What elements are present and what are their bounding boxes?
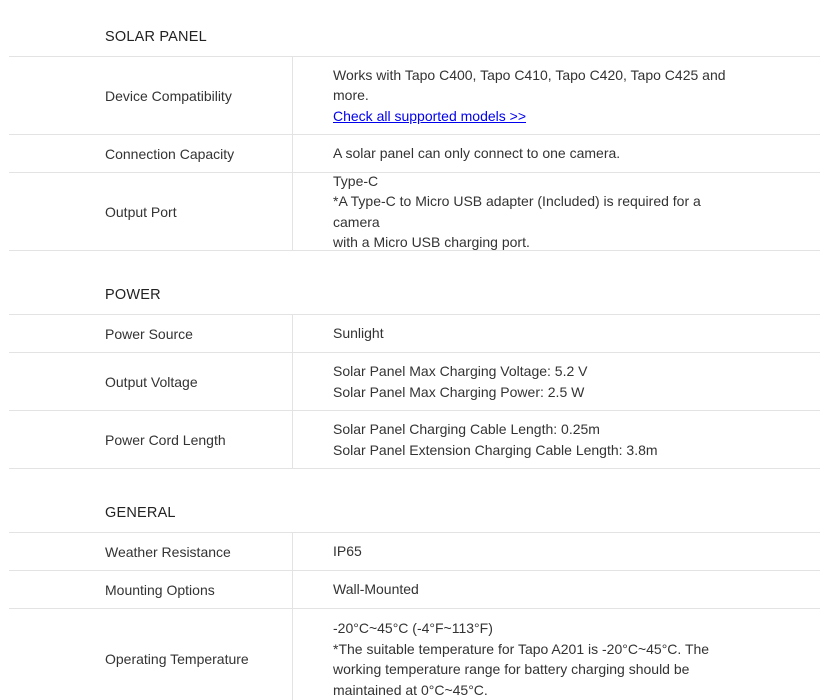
spec-value-line: IP65 — [333, 543, 362, 560]
spec-label: Connection Capacity — [9, 135, 293, 172]
spec-row-weather-resistance — [9, 533, 820, 571]
spec-row-connection-capacity — [9, 135, 820, 173]
spec-label: Operating Temperature — [9, 609, 293, 700]
spec-value-line: Solar Panel Max Charging Power: 2.5 W — [333, 383, 585, 400]
spec-value-line: *A Type-C to Micro USB adapter (Included) is required for a camera — [333, 193, 701, 230]
spec-value-line: Solar Panel Extension Charging Cable Length: 3.8m — [333, 441, 658, 458]
spec-value-line: -20°C~45°C (-4°F~113°F) — [333, 620, 493, 636]
spec-value-line: Type-C — [333, 172, 379, 189]
spec-label: Power Source — [9, 315, 293, 352]
spec-table-solar-panel — [9, 56, 820, 251]
spec-value — [293, 315, 820, 352]
spec-row-power-source — [9, 315, 820, 353]
spec-value — [293, 411, 820, 468]
section-title-power: POWER — [105, 287, 161, 303]
section-title-solar-panel: SOLAR PANEL — [105, 29, 207, 45]
spec-table-general — [9, 532, 820, 700]
spec-value — [293, 571, 820, 608]
spec-table-power — [9, 314, 820, 469]
spec-value — [293, 57, 820, 134]
spec-label: Output Voltage — [9, 353, 293, 410]
spec-value-line: maintained at 0°C~45°C. — [333, 681, 488, 698]
spec-value-line: Solar Panel Max Charging Voltage: 5.2 V — [333, 363, 588, 379]
spec-value — [293, 173, 820, 250]
spec-value — [293, 533, 820, 570]
supported-models-link[interactable]: Check all supported models >> — [333, 107, 526, 124]
spec-label: Weather Resistance — [9, 533, 293, 570]
spec-label: Output Port — [9, 173, 293, 250]
spec-value — [293, 135, 820, 172]
spec-label: Mounting Options — [9, 571, 293, 608]
section-title-general: GENERAL — [105, 505, 176, 521]
spec-value-line: Wall-Mounted — [333, 581, 419, 598]
spec-label: Power Cord Length — [9, 411, 293, 468]
spec-row-mounting-options — [9, 571, 820, 609]
spec-value — [293, 609, 820, 700]
spec-value-line: more. — [333, 87, 369, 104]
spec-value — [293, 353, 820, 410]
spec-row-output-voltage — [9, 353, 820, 411]
spec-value-line: A solar panel can only connect to one camera. — [333, 145, 621, 162]
spec-row-power-cord-length — [9, 411, 820, 469]
spec-value-line: Works with Tapo C400, Tapo C410, Tapo C420, Tapo C425 and — [333, 66, 726, 83]
spec-value-line: Solar Panel Charging Cable Length: 0.25m — [333, 421, 600, 437]
spec-label: Device Compatibility — [9, 57, 293, 134]
spec-value-line: with a Micro USB charging port. — [333, 234, 530, 250]
spec-row-device-compatibility — [9, 57, 820, 135]
spec-row-output-port — [9, 173, 820, 251]
spec-value-line: *The suitable temperature for Tapo A201 is -20°C~45°C. The — [333, 640, 710, 657]
spec-row-operating-temperature — [9, 609, 820, 700]
spec-value-line: Sunlight — [333, 325, 384, 342]
spec-value-line: working temperature range for battery charging should be — [333, 661, 690, 677]
